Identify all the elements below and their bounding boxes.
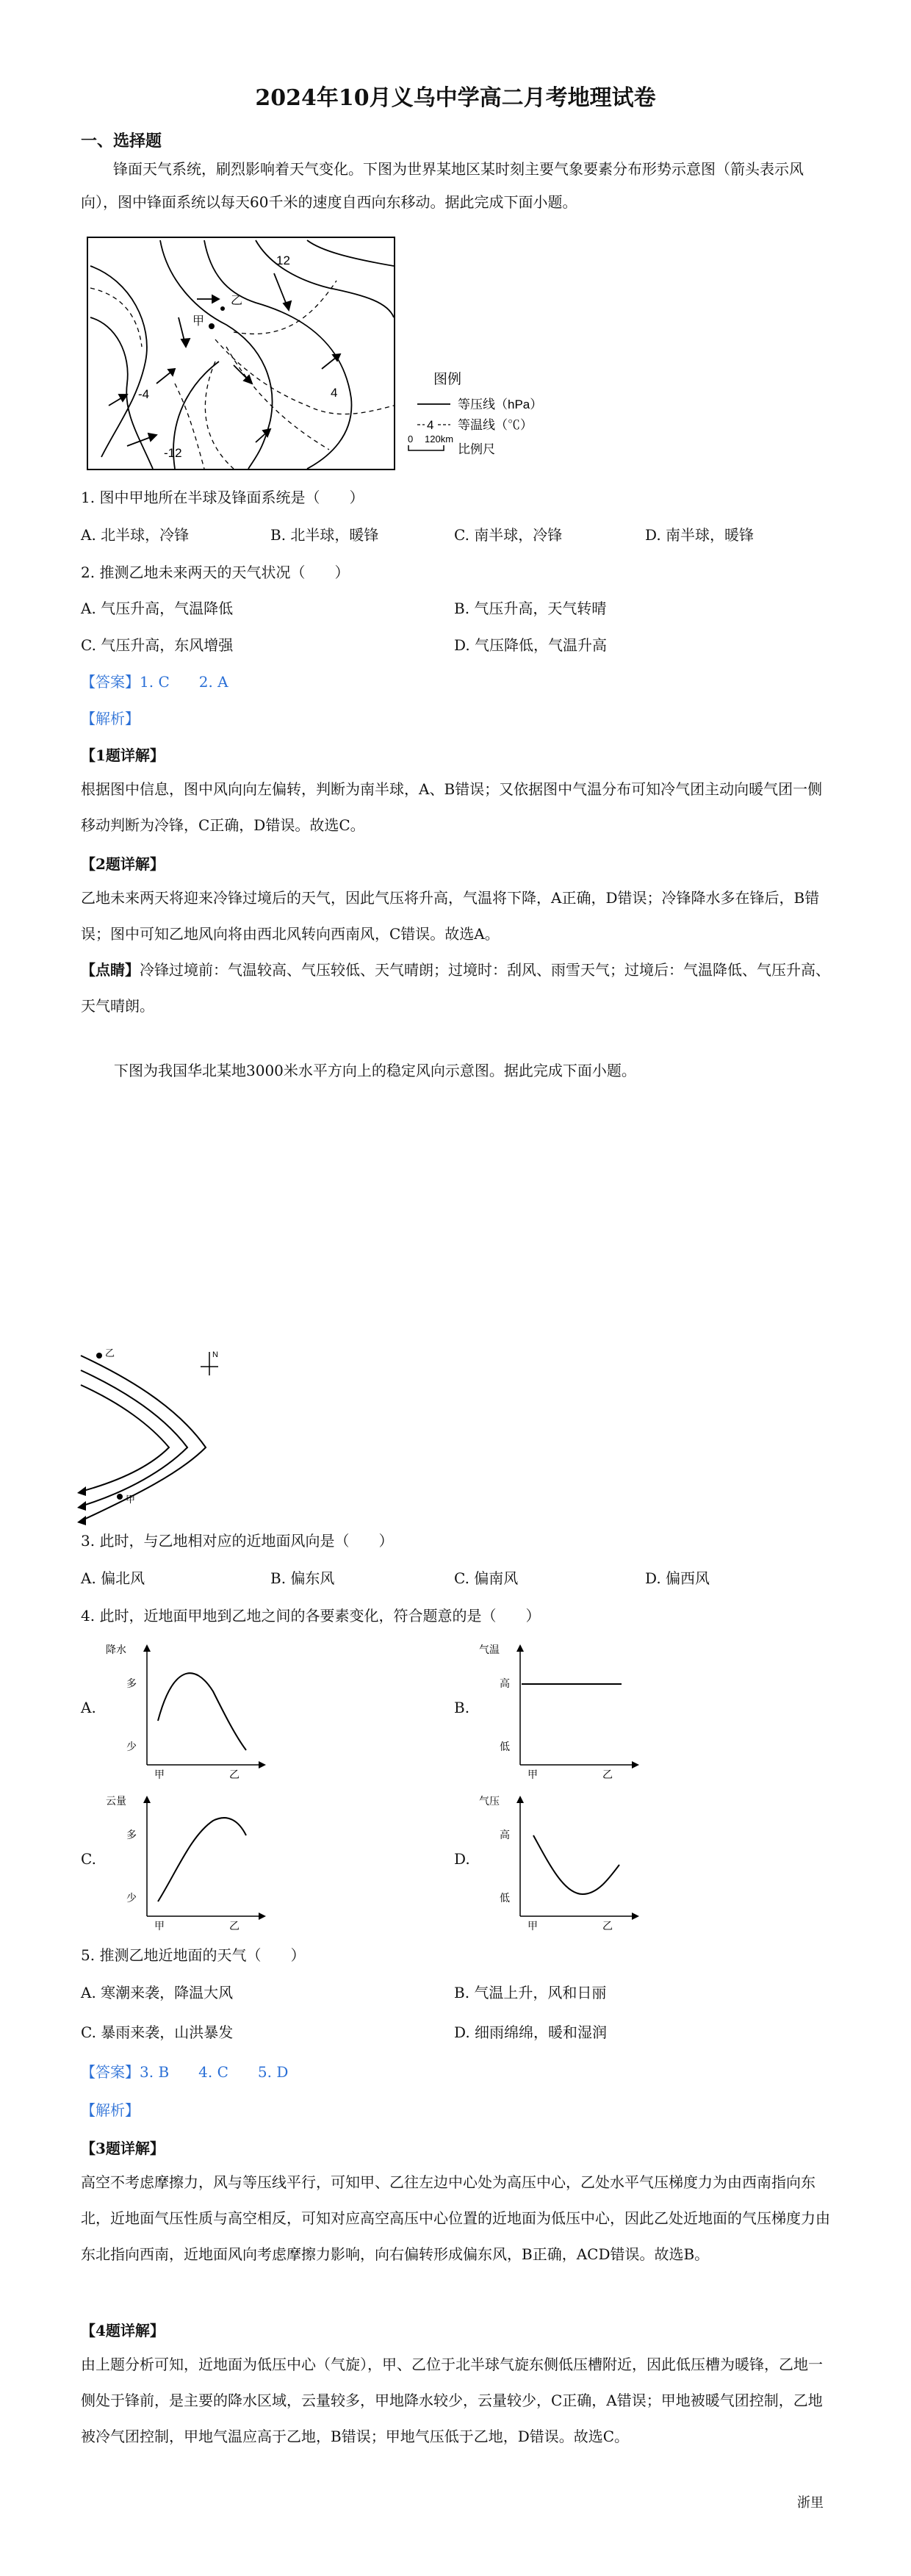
q2-option-b[interactable]: B. 气压升高，天气转晴 <box>454 600 607 617</box>
q4a-x1: 乙 <box>229 1769 240 1780</box>
q2-stem: 2. 推测乙地未来两天的天气状况（ ） <box>81 564 350 581</box>
map1-label-4: 4 <box>331 386 338 400</box>
tip-label: 【点睛】 <box>81 961 140 979</box>
map1-label-neg4: -4 <box>138 387 150 401</box>
map1-scale-label: 比例尺 <box>458 442 495 456</box>
q4c-ytitle: 云量 <box>106 1795 126 1807</box>
q4d-high: 高 <box>500 1829 510 1841</box>
q2-option-d[interactable]: D. 气压降低，气温升高 <box>454 636 608 654</box>
q4a-low: 少 <box>126 1741 137 1752</box>
q1-option-b[interactable]: B. 北半球，暖锋 <box>270 526 379 544</box>
sub1-title: 【1题详解】 <box>81 746 165 764</box>
map2-label-yi: 乙 <box>105 1348 115 1359</box>
q4a-ytitle: 降水 <box>106 1644 126 1655</box>
page-title: 2024年10月义乌中学高二月考地理试卷 <box>255 85 656 111</box>
sub2-title: 【2题详解】 <box>81 855 165 873</box>
q4-chart-a[interactable] <box>103 1640 272 1780</box>
q4b-high: 高 <box>500 1677 510 1689</box>
q1-option-d[interactable]: D. 南半球，暖锋 <box>645 526 755 544</box>
page-footer: 浙里 <box>797 2495 824 2511</box>
q4d-ytitle: 气压 <box>479 1795 500 1807</box>
map2-north: N <box>212 1350 218 1359</box>
map1-scale-value: 120km <box>425 433 454 445</box>
map1-scale-zero: 0 <box>408 433 414 445</box>
q1-option-a[interactable]: A. 北半球，冷锋 <box>81 526 190 544</box>
sub3-title: 【3题详解】 <box>81 2140 165 2157</box>
map1-legend-title: 图例 <box>433 372 462 387</box>
q4d-x0: 甲 <box>527 1920 538 1931</box>
q4a-x0: 甲 <box>154 1769 165 1780</box>
tip-text: 冷锋过境前：气温较高、气压较低、天气晴朗；过境时：刮风、雨雪天气；过境后：气温降低、气压升高、天气晴朗。 <box>81 961 830 1015</box>
q4b-x1: 乙 <box>602 1769 613 1780</box>
q4-stem: 4. 此时，近地面甲地到乙地之间的各要素变化，符合题意的是（ ） <box>81 1607 541 1625</box>
q4-chart-b[interactable] <box>476 1640 645 1780</box>
q4-option-a-label[interactable]: A. <box>81 1699 96 1716</box>
q5-stem: 5. 推测乙地近地面的天气（ ） <box>81 1946 306 1964</box>
q5-option-a[interactable]: A. 寒潮来袭，降温大风 <box>81 1984 234 2001</box>
sub1-text: 根据图中信息，图中风向向左偏转，判断为南半球，A、B错误；又依据图中气温分布可知冷气团主动向暖气团一侧移动判断为冷锋，C正确，D错误。故选C。 <box>81 780 823 834</box>
map2-label-jia: 甲 <box>126 1494 136 1505</box>
q4d-x1: 乙 <box>602 1920 613 1931</box>
q4-chart-c[interactable] <box>103 1791 272 1931</box>
sub2-text: 乙地未来两天将迎来冷锋过境后的天气，因此气压将升高，气温将下降，A正确，D错误；冷锋降水多在锋后，B错误；图中可知乙地风向将由西北风转向西南风，C错误。故选A。 <box>81 889 820 943</box>
q4b-low: 低 <box>500 1741 510 1752</box>
sub4-text: 由上题分析可知，近地面为低压中心（气旋），甲、乙位于北半球气旋东侧低压槽附近，因此低压槽为暖锋，乙地一侧处于锋前，是主要的降水区域，云量较多，甲地降水较少，云量较少，C正确，A错误；甲地被暖气团控制，乙地被冷气团控制，甲地气温应高于乙地，B错误；甲地气压低于乙地，D错误。故选C。 <box>81 2356 823 2445</box>
q4-option-c-label[interactable]: C. <box>81 1850 96 1868</box>
answer-block-2: 【答案】3. B 4. C 5. D <box>81 2063 289 2081</box>
q4c-low: 少 <box>126 1892 137 1904</box>
q4c-curve <box>158 1818 246 1902</box>
q1-option-c[interactable]: C. 南半球，冷锋 <box>454 526 563 544</box>
tip-block <box>81 952 834 1024</box>
q4-chart-d[interactable] <box>476 1791 645 1931</box>
weather-map-1 <box>87 237 542 472</box>
q5-option-b[interactable]: B. 气温上升，风和日丽 <box>454 1984 607 2001</box>
q4a-high: 多 <box>126 1677 137 1689</box>
sub3-text: 高空不考虑摩擦力，风与等压线平行，可知甲、乙往左边中心处为高压中心，乙处水平气压梯度力为由西南指向东北，近地面气压性质与高空相反，可知对应高空高压中心位置的近地面为低压中心，因此乙处近地面的气压梯度力由东北指向西南，近地面风向考虑摩擦力影响，向右偏转形成偏东风，B正确，ACD错误。故选B。 <box>81 2173 830 2263</box>
q1-stem: 1. 图中甲地所在半球及锋面系统是（ ） <box>81 489 364 506</box>
map1-label-12: 12 <box>276 253 290 267</box>
q4d-low: 低 <box>500 1892 510 1904</box>
q3-option-c[interactable]: C. 偏南风 <box>454 1569 519 1587</box>
q4c-x1: 乙 <box>229 1920 240 1931</box>
analysis-label-1: 【解析】 <box>81 710 140 727</box>
q5-option-d[interactable]: D. 细雨绵绵，暖和湿润 <box>454 2023 608 2041</box>
q5-option-c[interactable]: C. 暴雨来袭，山洪暴发 <box>81 2023 234 2041</box>
sub4-title: 【4题详解】 <box>81 2322 165 2339</box>
section-heading: 一、选择题 <box>81 132 162 151</box>
q4b-ytitle: 气温 <box>479 1644 500 1655</box>
map1-label-yi: 乙 <box>231 295 243 307</box>
map1-legend-isobar: 等压线（hPa） <box>458 397 542 411</box>
answer-block-1: 【答案】1. C 2. A <box>81 673 228 691</box>
q4-option-d-label[interactable]: D. <box>454 1850 470 1868</box>
q3-stem: 3. 此时，与乙地相对应的近地面风向是（ ） <box>81 1532 394 1550</box>
q2-option-c[interactable]: C. 气压升高，东风增强 <box>81 636 234 654</box>
q4c-high: 多 <box>126 1829 137 1841</box>
q4b-x0: 甲 <box>527 1769 538 1780</box>
wind-map-2 <box>70 1345 261 1528</box>
q4c-x0: 甲 <box>154 1920 165 1931</box>
q2-option-a[interactable]: A. 气压升高，气温降低 <box>81 600 234 617</box>
analysis-label-2: 【解析】 <box>81 2101 140 2119</box>
map1-label-neg12: -12 <box>164 446 182 460</box>
q4-option-b-label[interactable]: B. <box>454 1699 470 1716</box>
intro-paragraph-2: 下图为我国华北某地3000米水平方向上的稳定风向示意图。据此完成下面小题。 <box>114 1062 636 1079</box>
map1-legend-isotherm: 等温线（℃） <box>458 418 533 432</box>
map1-label-jia: 甲 <box>192 315 204 328</box>
intro-paragraph-1: 锋面天气系统，刷烈影响着天气变化。下图为世界某地区某时刻主要气象要素分布形势示意图（箭头表示风向），图中锋面系统以每天60千米的速度自西向东移动。据此完成下面小题。 <box>81 160 804 211</box>
q4a-curve <box>158 1673 246 1750</box>
q3-option-a[interactable]: A. 偏北风 <box>81 1569 145 1587</box>
q3-option-d[interactable]: D. 偏西风 <box>645 1569 710 1587</box>
q3-option-b[interactable]: B. 偏东风 <box>270 1569 335 1587</box>
map1-legend-isotherm-val: 4 <box>427 418 434 432</box>
q4d-curve <box>533 1835 619 1894</box>
